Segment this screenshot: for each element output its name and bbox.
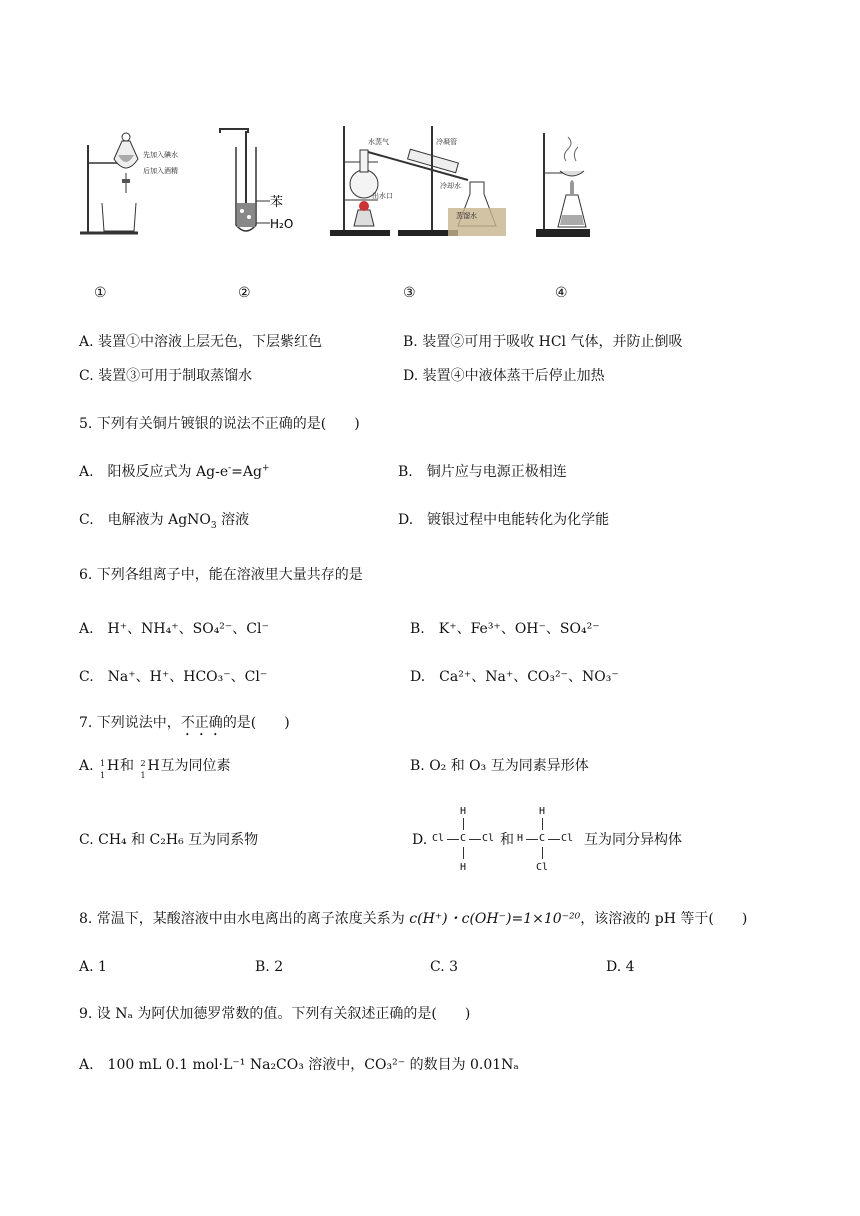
apparatus-figure-1 — [78, 125, 228, 240]
isotope-h2: 2 1 H — [140, 758, 160, 780]
q6-option-d: D. Ca²⁺、Na⁺、CO₃²⁻、NO₃⁻ — [410, 669, 619, 685]
apparatus-figure-3 — [328, 122, 508, 240]
fig1-label-alcohol: 后加入酒精 — [143, 167, 178, 175]
figure-label-4: ④ — [555, 285, 568, 301]
structural-formula-1: H Cl C Cl H — [432, 806, 495, 873]
q5-stem: 5. 下列有关铜片镀银的说法不正确的是( ) — [79, 416, 360, 432]
fig3-label-water-out: 出水口 — [372, 192, 393, 200]
figure-label-3: ③ — [403, 285, 416, 301]
q8-option-a: A. 1 — [79, 959, 107, 975]
q7-option-d-prefix: D. — [412, 832, 428, 848]
fig3-label-water-in: 冷却水 — [440, 182, 461, 190]
figure-label-2: ② — [238, 285, 251, 301]
q6-option-b: B. K⁺、Fe³⁺、OH⁻、SO₄²⁻ — [410, 621, 600, 637]
q5-option-d: D. 镀银过程中电能转化为化学能 — [398, 512, 610, 528]
q7-option-d-suffix: 互为同分异构体 — [584, 832, 682, 848]
q8-option-c: C. 3 — [430, 959, 459, 975]
apparatus-figure-4 — [532, 125, 592, 240]
q5-option-a: A. 阳极反应式为 Ag-e-=Ag+ — [79, 463, 270, 480]
fig2-label-benzene: 苯 — [270, 195, 284, 210]
q7-option-d-and: 和 — [500, 832, 514, 848]
figure-label-1: ① — [94, 285, 107, 301]
q9-option-a: A. 100 mL 0.1 mol·L⁻¹ Na₂CO₃ 溶液中，CO₃²⁻ 的数目为 0.01Nₐ — [79, 1057, 519, 1073]
q4-option-d: D. 装置④中液体蒸干后停止加热 — [403, 368, 605, 384]
q8-stem: 8. 常温下，某酸溶液中由水电离出的离子浓度关系为 c(H⁺)・c(OH⁻)=1×10⁻²⁰，该溶液的 pH 等于( ) — [79, 911, 748, 927]
structural-formula-2: H H C Cl Cl — [517, 806, 574, 873]
q6-option-a: A. H⁺、NH₄⁺、SO₄²⁻、Cl⁻ — [79, 621, 269, 637]
fig3-label-receiver: 蒸馏水 — [456, 212, 477, 220]
q4-option-c: C. 装置③可用于制取蒸馏水 — [79, 368, 253, 384]
fig1-label-iodine: 先加入碘水 — [143, 151, 178, 159]
q8-option-b: B. 2 — [255, 959, 284, 975]
q7-stem: 7. 下列说法中，不正确的是( ) — [79, 715, 290, 731]
q5-option-b: B. 铜片应与电源正极相连 — [398, 464, 567, 480]
q7-option-a: A. 1 1 H 和 2 1 H 互为同位素 — [79, 758, 231, 780]
q6-stem: 6. 下列各组离子中，能在溶液里大量共存的是 — [79, 567, 363, 583]
fig2-label-water: H₂O — [270, 217, 294, 231]
q9-stem: 9. 设 Nₐ 为阿伏加德罗常数的值。下列有关叙述正确的是( ) — [79, 1006, 471, 1022]
q6-option-c: C. Na⁺、H⁺、HCO₃⁻、Cl⁻ — [79, 669, 268, 685]
q7-option-c: C. CH₄ 和 C₂H₆ 互为同系物 — [79, 832, 259, 848]
q8-option-d: D. 4 — [606, 959, 635, 975]
fig3-label-condenser: 冷凝管 — [436, 138, 457, 146]
apparatus-figure-2 — [212, 125, 312, 240]
q5-option-c: C. 电解液为 AgNO$_3$ 溶液 — [79, 512, 250, 531]
fig3-label-steam: 水蒸气 — [368, 138, 389, 146]
q7-option-b: B. O₂ 和 O₃ 互为同素异形体 — [410, 758, 589, 774]
q4-option-b: B. 装置②可用于吸收 HCl 气体，并防止倒吸 — [403, 334, 683, 350]
q4-option-a: A. 装置①中溶液上层无色，下层紫红色 — [79, 334, 323, 350]
isotope-h1: 1 1 H — [100, 758, 120, 780]
